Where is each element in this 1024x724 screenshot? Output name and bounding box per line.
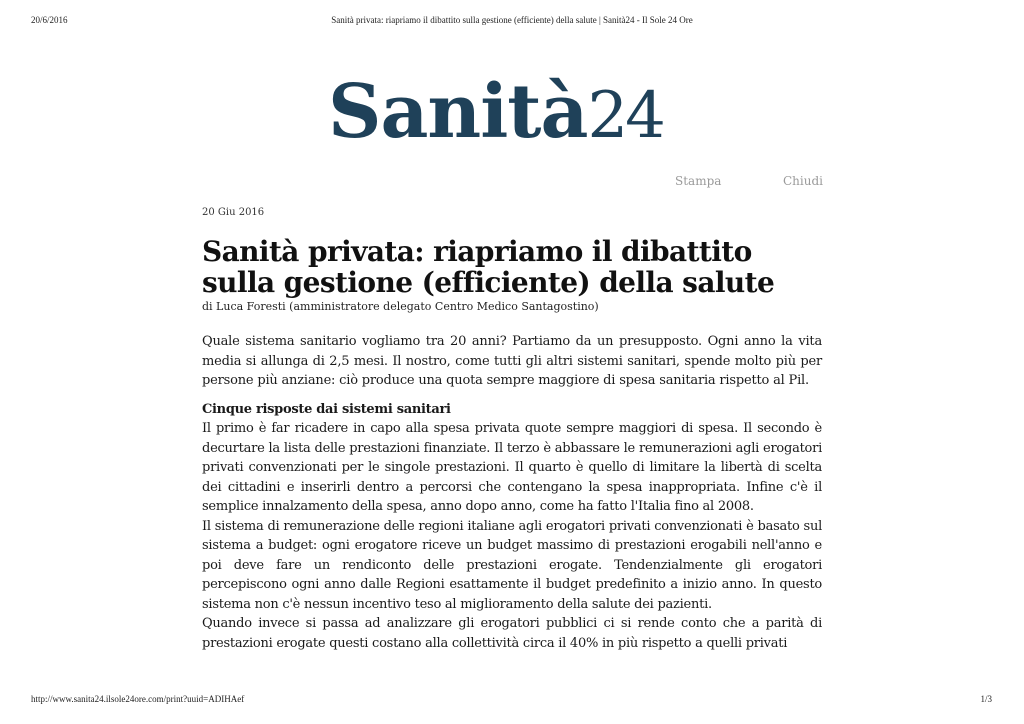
logo-word: Sanità (328, 69, 588, 155)
logo-number: 24 (587, 79, 663, 153)
sanita24-logo (328, 62, 698, 162)
print-page-number: 1/3 (980, 694, 992, 704)
section-heading: Cinque risposte dai sistemi sanitari (202, 401, 451, 417)
article-byline: di Luca Foresti (amministratore delegato Centro Medico Santagostino) (202, 300, 599, 313)
article-paragraph: Quando invece si passa ad analizzare gli erogatori pubblici ci si rende conto che a parità di prestazioni erogate questi costano alla collettività circa il 40% in più rispetto a quelli privati (202, 616, 822, 651)
print-header (0, 15, 1024, 35)
article-paragraph: Il primo è far ricadere in capo alla spesa privata quote sempre maggiori di spesa. Il secondo è decurtare la lista delle prestazioni finanziate. Il terzo è abbassare le remunerazioni agli erogatori privati convenzionati per le singole prestazioni. Il quarto è quello di limitare la libertà di scelta dei cittadini e inserirli dentro a percorsi che contengano la spesa inappropriata. Infine c'è il semplice innalzamento della spesa, anno dopo anno, come ha fatto l'Italia fino al 2008. (202, 421, 822, 514)
article-title: Sanità privata: riapriamo il dibattito sulla gestione (efficiente) della salute (202, 235, 775, 299)
article-intro: Quale sistema sanitario vogliamo tra 20 anni? Partiamo da un presupposto. Ogni anno la vita media si allunga di 2,5 mesi. Il nostro, come tutti gli altri sistemi sanitari, spende molto più per persone più anziane: ciò produce una quota sempre maggiore di spesa sanitaria rispetto al Pil. (202, 334, 822, 388)
article-date: 20 Giu 2016 (202, 207, 265, 218)
article-actions (0, 174, 1024, 192)
print-page-title: Sanità privata: riapriamo il dibattito sulla gestione (efficiente) della salute | Sanità24 - Il Sole 24 Ore (331, 15, 693, 25)
print-url: http://www.sanita24.ilsole24ore.com/print?uuid=ADIHAef (31, 694, 245, 704)
close-link[interactable]: Chiudi (783, 174, 823, 188)
print-link[interactable]: Stampa (675, 174, 722, 188)
article-paragraph: Il sistema di remunerazione delle regioni italiane agli erogatori privati convenzionati è basato sul sistema a budget: ogni erogatore riceve un budget massimo di prestazioni erogabili nell'anno e poi deve fare un rendiconto delle prestazioni erogate. Tendenzialmente gli erogatori percepiscono ogni anno dalle Regioni esattamente il budget predefinito a inizio anno. In questo sistema non c'è nessun incentivo teso al miglioramento della salute dei pazienti. (202, 518, 822, 612)
print-footer (0, 694, 1024, 714)
article (202, 206, 822, 653)
print-date: 20/6/2016 (31, 15, 68, 25)
